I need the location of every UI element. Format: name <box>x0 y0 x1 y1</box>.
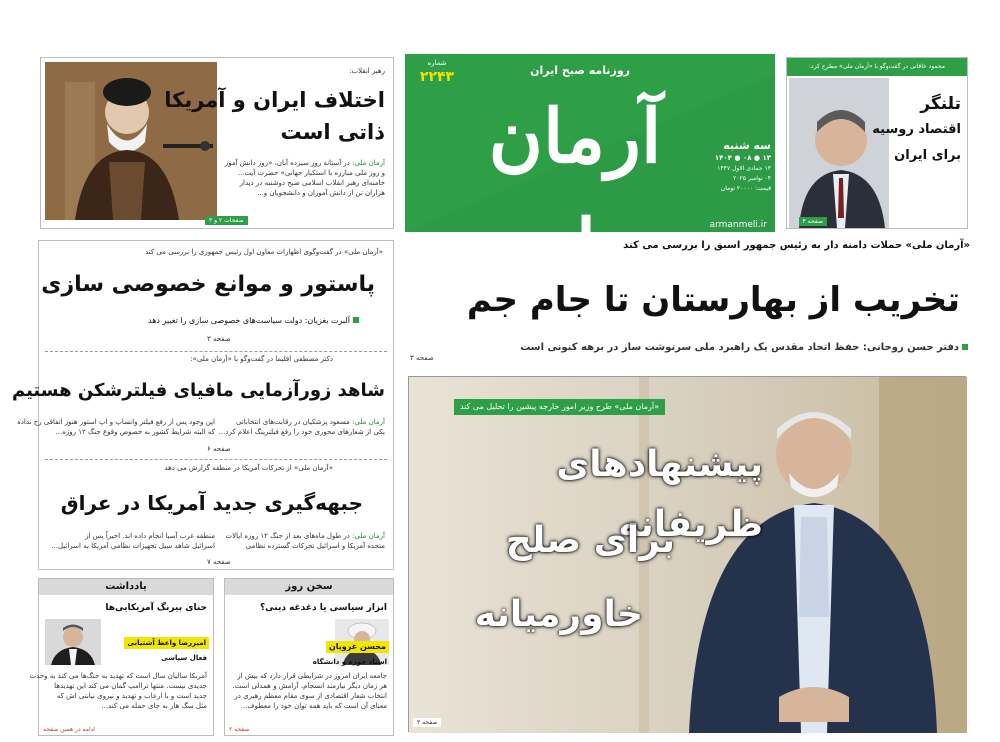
body-line: جدید است و با ارعاب و تهدید و نیروی نیابتی اش که <box>56 692 207 700</box>
source: آرمان ملی: <box>352 418 385 426</box>
date-lunar: ۱۳ جمادی الاول ۱۴۴۷ <box>717 165 771 172</box>
top-left-story <box>40 57 394 229</box>
body-line: منطقه غرب آسیا انجام داده اند. اخیراً پس از <box>85 532 215 540</box>
main-sub <box>520 342 968 353</box>
body-line: در آستانه روز سیزده آبان، «روز دانش آموز <box>224 159 350 167</box>
author-title: فعال سیاسی <box>160 654 207 662</box>
story2-body-left <box>17 417 215 437</box>
kicker: محمود خاقانی در گفت‌وگو با «آرمان ملی» مطرح کرد: <box>787 58 967 76</box>
day: سه شنبه <box>723 139 771 152</box>
body-line: جدیدی نیست. منتها تراامپ گمان می کند این تهدیدها <box>54 682 207 690</box>
column-left <box>29 578 214 736</box>
body-line: جامعه ایران امروز در شرایطی قرار دارد که بیش از <box>237 672 387 680</box>
body <box>220 158 385 198</box>
author-photo <box>45 619 101 665</box>
main-page-tag: صفحه ۳ <box>410 354 434 362</box>
column-body <box>229 671 387 711</box>
divider <box>45 459 387 460</box>
masthead <box>405 54 775 290</box>
main-sub-text: دفتر حسن روحانی: حفظ اتحاد مقدس یک راهبرد ملی سرنوشت ساز در برهه کنونی است <box>520 342 959 353</box>
column-page-tag: ادامه در همین صفحه <box>43 726 95 733</box>
story3-body-right <box>217 531 385 551</box>
bullet-icon <box>353 317 359 323</box>
story2-body-right <box>217 417 385 437</box>
issue-badge <box>409 58 465 88</box>
main-kicker: «آرمان ملی» حملات دامنه دار به رئیس جمهور اسبق را بررسی می کند <box>623 240 970 251</box>
body-line: این وجود پس از رفع فیلتر واتساپ و اپ استور هنوز اتفاقی رخ نداده <box>17 418 215 426</box>
top-right-story <box>786 57 968 229</box>
body-line: و روز ملی مبارزه با استکبار جهانی» حضرت آیت... <box>237 169 385 177</box>
story3-headline: جبهه‌گیری جدید آمریکا در عراق <box>60 491 363 515</box>
story3-kicker: «آرمان ملی» از تحرکات آمریکا در منطقه گزارش می دهد <box>164 464 333 472</box>
story1-page-tag: صفحه ۳ <box>207 335 231 343</box>
person-icon <box>789 78 889 228</box>
photo-page-tag: صفحه ۳ <box>413 718 441 727</box>
source: آرمان ملی: <box>352 532 385 540</box>
photo-story <box>408 376 966 732</box>
body-line: انتخاب شعار اقتصادی از سوی مقام معظم رهبری در <box>234 692 387 700</box>
divider <box>45 351 387 352</box>
story2-page-tag: صفحه ۶ <box>207 445 231 453</box>
zarif-photo <box>409 377 967 733</box>
page-tag: صفحه ۴ <box>799 217 827 226</box>
body-line: یکی از شعارهای محوری خود را رفع فیلترینگ اعلام کرد... <box>218 428 385 436</box>
headline-line-2: ذاتی است <box>280 120 385 144</box>
story2-kicker: دکتر مصطفی اقلیما در گفت‌وگو با «آرمان ملی»: <box>190 355 333 363</box>
body-line: اسرائیل شاهد سیل تجهیزات نظامی آمریکا به اسرائیل... <box>51 542 215 550</box>
story2-headline: شاهد زورآزمایی مافیای فیلترشکن هستیم <box>11 380 385 401</box>
author-name: امیررضا واعظ آشتیانی <box>124 637 209 649</box>
column-body <box>29 671 207 711</box>
body-line: مثل سگ هار به جای حمله می کند... <box>101 702 207 710</box>
tagline: روزنامه صبح ایران <box>530 64 630 77</box>
date-block <box>705 138 771 194</box>
headline-line-1: تلنگر <box>920 94 961 114</box>
story3-body-left <box>47 531 215 551</box>
date-solar: ۱۳ ● ۰۸ ● ۱۴۰۴ <box>714 154 771 162</box>
story1-kicker: «آرمان ملی» در گفت‌وگوی اظهارات معاون اول رئیس جمهوری را بررسی می کند <box>145 248 383 256</box>
author-name: محسن غرویان <box>326 641 389 653</box>
body-line: معنای آن است که باید همه توان خود را معطوف... <box>240 702 387 710</box>
headline-line-1: اختلاف ایران و آمریکا <box>164 88 385 112</box>
price: قیمت: ۲۰۰۰۰ تومان <box>720 185 771 192</box>
body-line: هزاران تن از دانش آموزان و دانشجویان و... <box>257 189 385 197</box>
person-icon <box>45 619 101 665</box>
issue-number: ۲۲۴۳ <box>419 69 455 85</box>
column-right <box>224 578 394 736</box>
logo-text: آرمان ملی <box>488 94 662 290</box>
body-line: در طول ماه‌های بعد از جنگ ۱۲ روزه ایالات <box>225 532 350 540</box>
body-line: هر زمان دیگر نیازمند انسجام، آرامش و همدلی است. <box>232 682 387 690</box>
column-page-tag: صفحه ۲ <box>229 726 250 733</box>
column-headline: ابزار سیاسی یا دغدغه دینی؟ <box>259 603 387 613</box>
column-headline: حنای بیرنگ آمریکایی‌ها <box>105 603 207 613</box>
date-gregorian: ۰۴ نوامبر ۲۰۲۵ <box>733 175 771 182</box>
photo-kicker: «آرمان ملی» طرح وزیر امور خارجه پیشین را تحلیل می کند <box>454 399 665 415</box>
photo-line-2: برای صلح <box>505 520 675 561</box>
issue-label: شماره <box>427 59 447 67</box>
column-label: سخن روز <box>225 579 393 595</box>
page-tag: صفحات ۲ و ۳ <box>205 216 248 225</box>
source: آرمان ملی: <box>352 159 385 167</box>
main-headline: تخریب از بهارستان تا جام جم <box>466 280 960 320</box>
headline-line-3: برای ایران <box>894 148 961 163</box>
story1-headline: پاستور و موانع خصوصی سازی <box>41 272 375 297</box>
author-title: استاد حوزه و دانشگاه <box>312 658 387 666</box>
story1-sub <box>148 315 359 326</box>
body-line: خامنه‌ای رهبر انقلاب اسلامی صبح دوشنبه در دیدار <box>239 179 385 187</box>
website[interactable]: armanmeli.ir <box>709 220 767 230</box>
photo-line-3: خاورمیانه <box>474 594 643 635</box>
headline-line-2: اقتصاد روسیه <box>872 122 961 137</box>
body-line: متحده آمریکا و اسرائیل تحرکات گسترده نظامی <box>245 542 385 550</box>
body-line: که البته شرایط کشور به خصوص وقوع جنگ ۱۲ روزه... <box>55 428 215 436</box>
kicker: رهبر انقلاب: <box>349 67 385 75</box>
body-line: مسعود پزشکیان در رقابت‌های انتخاباتی <box>235 418 350 426</box>
body-line: آمریکا سالیان سال است که تهدید به جنگ‌ها می کند به وحدت <box>29 672 207 680</box>
bullet-icon <box>962 344 968 350</box>
photo-line-1: پیشنهادهای ظریفانه <box>556 444 763 545</box>
story1-sub-text: آلبرت بغزیان: دولت سیاست‌های خصوصی سازی را تغییر دهد <box>148 316 350 325</box>
khaghani-photo <box>789 78 889 228</box>
story3-page-tag: صفحه ۷ <box>207 558 231 566</box>
column-label: یادداشت <box>39 579 213 595</box>
middle-left-stories <box>11 240 394 570</box>
